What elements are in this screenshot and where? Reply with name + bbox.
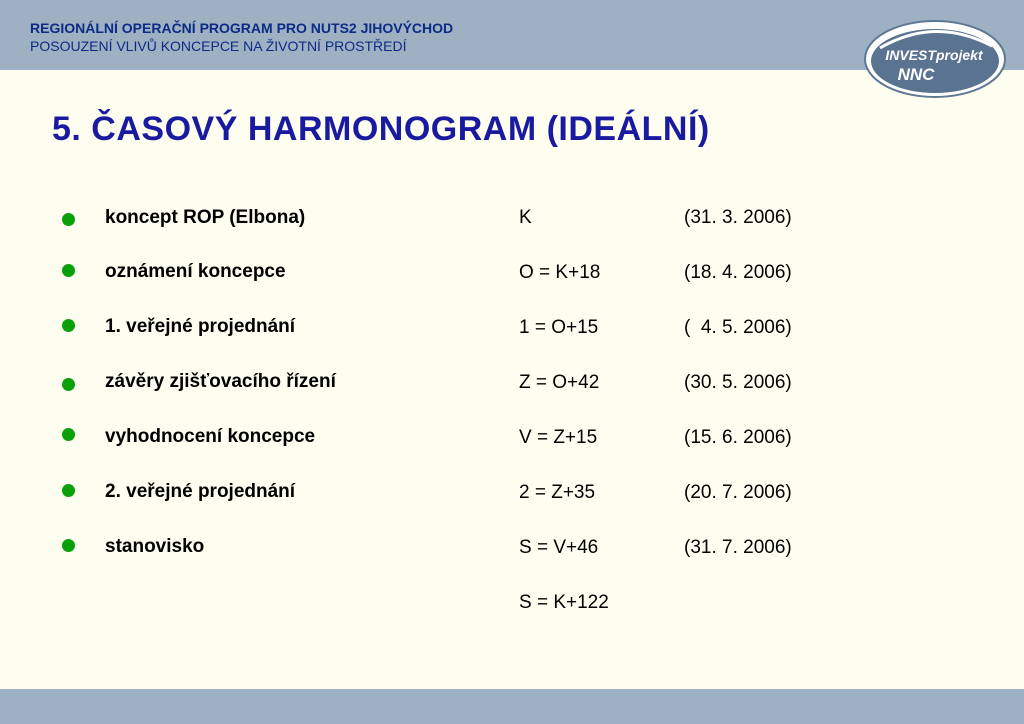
schedule-item-label: 2. veřejné projednání [105,481,296,502]
schedule-item-label: 1. veřejné projednání [105,316,296,337]
investprojekt-logo [862,18,1008,100]
bullet-icon [62,378,75,391]
schedule-item-date: (31. 3. 2006) [684,207,792,228]
bullet-icon [62,539,75,552]
schedule-item-date: (30. 5. 2006) [684,372,792,393]
schedule-item-label: oznámení koncepce [105,261,286,282]
logo-text-invest: INVESTprojekt [885,47,983,63]
schedule-item-date: ( 4. 5. 2006) [684,317,792,338]
schedule-item-formula: 2 = Z+35 [519,482,596,503]
schedule-item-label: závěry zjišťovacího řízení [105,371,336,392]
schedule-item-label: stanovisko [105,536,205,557]
bullet-icon [62,428,75,441]
logo-text-nnc: NNC [897,65,935,84]
schedule-item-formula: 1 = O+15 [519,317,599,338]
page-title: 5. ČASOVÝ HARMONOGRAM (IDEÁLNÍ) [52,110,710,148]
schedule-item-date: (18. 4. 2006) [684,262,792,283]
schedule-item-formula: V = Z+15 [519,427,598,448]
schedule-item-formula: O = K+18 [519,262,601,283]
schedule-item-date: (20. 7. 2006) [684,482,792,503]
bullet-icon [62,319,75,332]
footer-band [0,689,1024,724]
schedule-item-date: (15. 6. 2006) [684,427,792,448]
total-formula: S = K+122 [519,592,609,613]
schedule-item-date: (31. 7. 2006) [684,537,792,558]
bullet-icon [62,484,75,497]
schedule-item-label: vyhodnocení koncepce [105,426,316,447]
header-subtitle: POSOUZENÍ VLIVŮ KONCEPCE NA ŽIVOTNÍ PROSTŘEDÍ [30,38,407,54]
schedule-item-formula: K [519,207,532,228]
schedule-item-formula: S = V+46 [519,537,599,558]
schedule-item-formula: Z = O+42 [519,372,600,393]
header-program-title: REGIONÁLNÍ OPERAČNÍ PROGRAM PRO NUTS2 JIHOVÝCHOD [30,20,454,36]
bullet-icon [62,213,75,226]
schedule-item-label: koncept ROP (Elbona) [105,207,306,228]
bullet-icon [62,264,75,277]
